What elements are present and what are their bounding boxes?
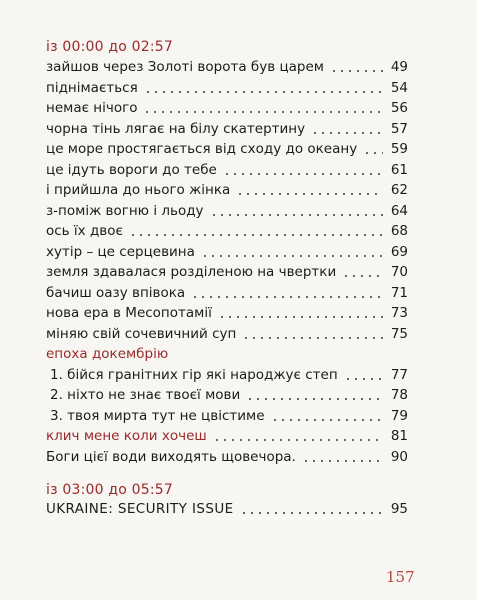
toc-entry-title: зайшов через Золоті ворота був царем [46,59,324,75]
dot-leader [144,91,383,93]
toc-entry-title: чорна тінь лягає на білу скатертину [46,120,306,137]
dot-leader [240,512,383,514]
toc-entry[interactable] [46,159,408,179]
dot-leader [210,214,383,216]
toc-entry-page: 70 [390,264,408,280]
toc-entry-page: 61 [390,161,408,178]
toc-entry-title: ось їх двоє [46,223,123,239]
toc-entry[interactable] [46,138,408,158]
toc-entry[interactable] [46,56,408,76]
toc-entry-title: немає нічого [46,100,138,116]
toc-entry-page: 81 [390,428,408,444]
toc-entry-page: 90 [390,448,408,465]
toc-entry-page: 69 [390,243,408,260]
dot-leader [330,70,383,72]
toc-entry-page: 64 [390,202,408,219]
toc-entry[interactable] [46,323,408,343]
toc-entry-title: це море простягається від сходу до океану [46,141,358,157]
toc-entry-title: клич мене коли хочеш [46,428,207,444]
toc-entry-page: 62 [390,182,408,198]
dot-leader [363,152,383,154]
toc-entry-title: піднімається [46,79,138,96]
dot-leader [311,132,383,134]
toc-entry-page: 56 [390,100,408,116]
dot-leader [201,255,383,257]
toc-entry-title: 3. твоя миртa тут не цвістиме [50,407,265,424]
toc-entry[interactable] [46,220,408,240]
dot-leader [213,439,383,441]
toc-entry-title: це ідуть вороги до тебе [46,161,217,178]
dot-leader [342,275,383,277]
toc-entry-title: міняю свій сочевичний суп [46,325,237,342]
toc-entry-title: нова ера в Месопотамії [46,305,212,321]
dot-leader [223,173,383,175]
toc-entry[interactable] [46,384,408,404]
dot-leader [143,111,382,113]
toc-entry[interactable] [46,118,408,138]
toc-entry[interactable] [46,282,408,302]
dot-leader [236,193,383,195]
toc-entry-page: 68 [390,223,408,239]
toc-entry-title: і прийшла до нього жінка [46,182,231,198]
toc-entry[interactable] [46,302,408,322]
toc-entry-title: UKRAINE: SECURITY ISSUE [46,500,234,517]
toc-entry-title: з-поміж вогню і льоду [46,202,204,219]
toc-entry-page: 73 [390,305,408,321]
dot-leader [302,460,383,462]
toc-entry-page: 59 [390,141,408,157]
toc-entry-page: 57 [390,120,408,137]
toc-entry-page: 54 [390,79,408,96]
dot-leader [191,296,383,298]
toc-entry[interactable] [46,97,408,117]
toc-entry-title: Боги цієї води виходять щовечора. [46,448,296,465]
dot-leader [246,398,383,400]
toc-entry[interactable] [46,77,408,97]
toc-entry-title: земля здавалася розділеною на чвертки [46,264,337,280]
toc-entry-page: 78 [390,387,408,403]
toc-entry-page: 49 [390,59,408,75]
dot-leader [129,234,383,236]
toc-entry[interactable] [46,425,408,445]
toc-entry[interactable] [46,405,408,425]
toc-entry[interactable] [46,200,408,220]
toc-entry-page: 79 [390,407,408,424]
toc-entry[interactable] [46,179,408,199]
toc-entry-page: 95 [390,500,408,517]
toc-entry-title: 1. бійся гранітних гір які народжує степ [50,366,338,383]
toc-entry[interactable] [46,261,408,281]
dot-leader [218,316,383,318]
toc-entry-page: 77 [390,366,408,383]
page-number: 157 [386,568,415,586]
toc-entry-page: 75 [390,325,408,342]
toc-entry-title: бачиш оазу впівока [46,284,186,301]
subsection-heading-row[interactable] [46,343,408,363]
section-heading-2: із 03:00 до 05:57 [46,481,174,498]
toc-entry[interactable] [46,446,408,466]
toc-entry-title: хутір – це серцевина [46,243,195,260]
toc-entry[interactable] [46,241,408,261]
subsection-heading: епоха докембрію [46,346,169,362]
toc-entry[interactable] [46,364,408,384]
dot-leader [344,378,383,380]
section-heading-1: із 00:00 до 02:57 [46,39,174,55]
toc-entry-title: 2. ніхто не знає твоєї мови [50,387,241,403]
dot-leader [271,419,383,421]
toc-entry[interactable] [46,498,408,518]
toc-entry-page: 71 [390,284,408,301]
dot-leader [242,337,383,339]
